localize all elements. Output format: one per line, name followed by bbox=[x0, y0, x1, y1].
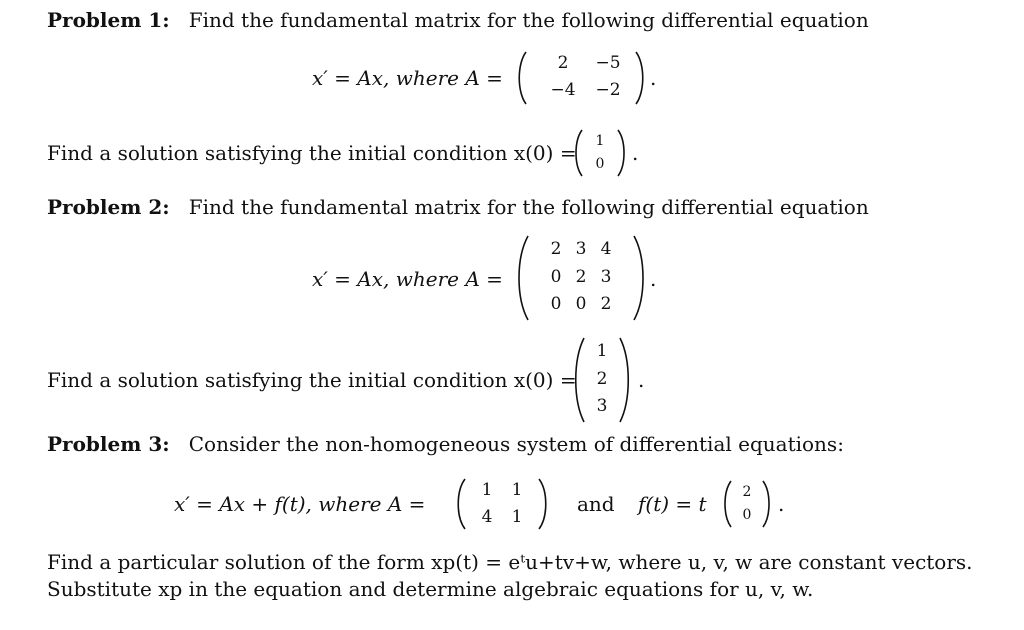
vector-cell: 0 bbox=[595, 156, 605, 172]
matrix-cell: −2 bbox=[595, 80, 621, 100]
vector-cell: 3 bbox=[596, 396, 608, 416]
problem-3-f-definition: f(t) = t bbox=[638, 492, 707, 516]
matrix-cell: 1 bbox=[481, 480, 493, 500]
problem-3-f-vector bbox=[721, 479, 773, 529]
problem-1-label: Problem 1: bbox=[47, 8, 170, 32]
problem-2-initial-vector bbox=[572, 336, 632, 424]
problem-1-initial-vector bbox=[572, 128, 628, 178]
matrix-cell: 0 bbox=[550, 294, 562, 314]
matrix-cell: 4 bbox=[481, 507, 493, 527]
problem-3-heading bbox=[47, 432, 844, 456]
matrix-cell: 1 bbox=[511, 480, 523, 500]
problem-3-prompt: Consider the non-homogeneous system of differential equations: bbox=[188, 432, 844, 456]
period: . bbox=[650, 267, 657, 291]
problem-3-and: and bbox=[577, 492, 615, 516]
problem-2-initial-text: Find a solution satisfying the initial condition x(0) = bbox=[47, 368, 577, 392]
vector-cell: 2 bbox=[742, 484, 752, 500]
period: . bbox=[638, 368, 645, 392]
problem-1-initial-text: Find a solution satisfying the initial condition x(0) = bbox=[47, 141, 577, 165]
matrix-cell: 2 bbox=[575, 267, 587, 287]
matrix-cell: 3 bbox=[575, 239, 587, 259]
vector-cell: 1 bbox=[595, 133, 605, 149]
vector-cell: 2 bbox=[596, 369, 608, 389]
problem-2-matrix-a bbox=[516, 234, 646, 322]
vector-cell: 0 bbox=[742, 507, 752, 523]
vector-cell: 1 bbox=[596, 341, 608, 361]
matrix-cell: 0 bbox=[575, 294, 587, 314]
matrix-cell: 4 bbox=[600, 239, 612, 259]
problem-2-label: Problem 2: bbox=[47, 195, 170, 219]
problem-3-matrix-a bbox=[455, 477, 549, 531]
problem-3-text-line-2: Substitute xp in the equation and determine algebraic equations for u, v, w. bbox=[47, 577, 814, 601]
matrix-cell: 2 bbox=[600, 294, 612, 314]
problem-2-prompt: Find the fundamental matrix for the following differential equation bbox=[188, 195, 869, 219]
problem-1-equation: x′ = Ax, where A = bbox=[312, 66, 503, 90]
matrix-cell: 2 bbox=[550, 239, 562, 259]
matrix-cell: 2 bbox=[557, 53, 569, 73]
matrix-cell: 1 bbox=[511, 507, 523, 527]
problem-3-equation: x′ = Ax + f(t), where A = bbox=[174, 492, 426, 516]
problem-2-heading bbox=[47, 195, 869, 219]
problem-1-matrix-a bbox=[516, 50, 646, 106]
problem-1-heading bbox=[47, 8, 869, 32]
period: . bbox=[632, 141, 639, 165]
problem-3-text-line-1: Find a particular solution of the form xp(t) = eᵗu+tv+w, where u, v, w are constant vectors. bbox=[47, 550, 973, 574]
matrix-cell: −5 bbox=[595, 53, 621, 73]
period: . bbox=[778, 492, 785, 516]
problem-1-prompt: Find the fundamental matrix for the following differential equation bbox=[188, 8, 869, 32]
problem-2-equation: x′ = Ax, where A = bbox=[312, 267, 503, 291]
period: . bbox=[650, 66, 657, 90]
matrix-cell: −4 bbox=[550, 80, 576, 100]
matrix-cell: 0 bbox=[550, 267, 562, 287]
problem-3-label: Problem 3: bbox=[47, 432, 170, 456]
matrix-cell: 3 bbox=[600, 267, 612, 287]
